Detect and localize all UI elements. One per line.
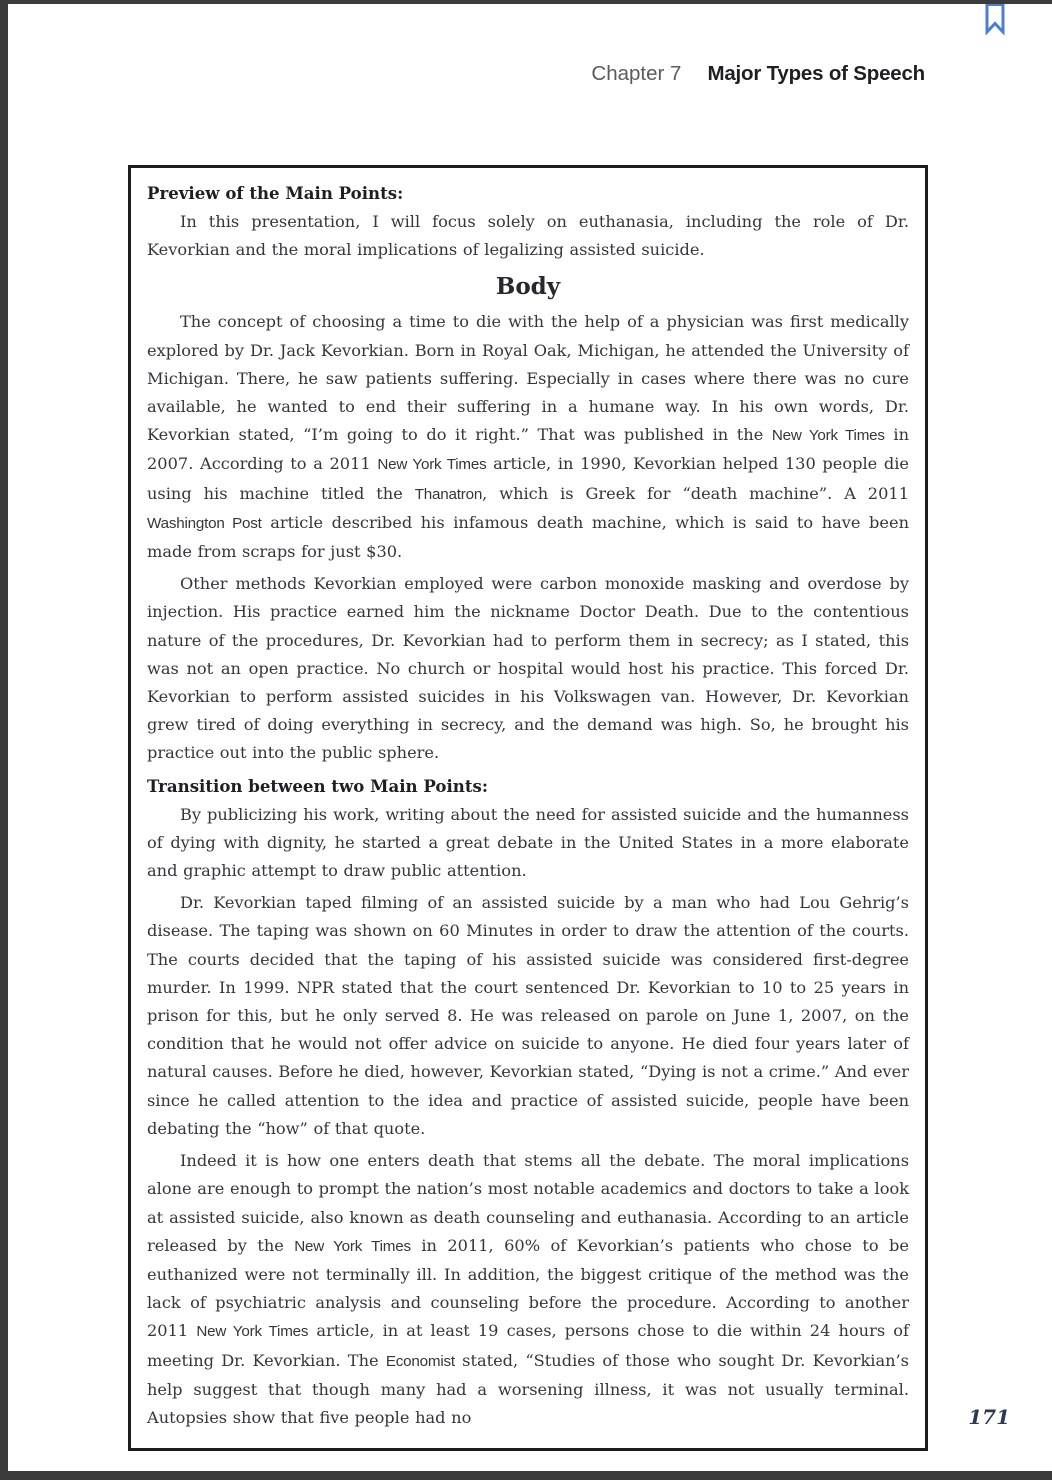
publication-name: Economist [385, 1352, 455, 1370]
body-text: , which is Greek for “death machine”. A 2011 [482, 483, 910, 503]
publication-name: New York Times [377, 456, 487, 474]
publication-name: New York Times [196, 1323, 309, 1341]
paragraph [147, 1147, 909, 1432]
body-text: Indeed it is how one enters death that stems all the debate. The moral implications alone are enough to prompt the nation’s most notable academics and doctors to take a look at assisted suicide, also known as death counseling and euthanasia. According to an article released by the [147, 1151, 909, 1255]
publication-name: New York Times [771, 427, 885, 445]
body-text: article, in at least 19 cases, persons chose to die within 24 hours of meeting Dr. Kevorkian. The [147, 1321, 909, 1370]
chapter-number: Chapter 7 [591, 62, 682, 85]
body-text: The concept of choosing a time to die with the help of a physician was first medically explored by Dr. Jack Kevorkian. Born in Royal Oak, Michigan, he attended the University of Michigan. There, he saw patients suffering. Especially in cases where there was no cure available, he wanted to end their suffering in a humane way. In his own words, Dr. Kevorkian stated, “I’m going to do it right.” That was published in the [147, 312, 909, 445]
body-text: Other methods Kevorkian employed were carbon monoxide masking and overdose by injection. His practice earned him the nickname Doctor Death. Due to the contentious nature of the procedures, Dr. Kevorkian had to perform them in secrecy; as I stated, this was not an open practice. No church or hospital would host his practice. This forced Dr. Kevorkian to perform assisted suicides in his Volkswagen van. However, Dr. Kevorkian grew tired of doing everything in secrecy, and the demand was high. So, he brought his practice out into the public sphere. [147, 574, 909, 763]
body-text: article described his infamous death machine, which is said to have been made from scraps for just $30. [147, 512, 909, 562]
paragraph [147, 889, 909, 1143]
paragraph [147, 208, 909, 264]
page-number: 171 [968, 1405, 1010, 1429]
body-text: stated, “Studies of those who sought Dr. Kevorkian’s help suggest that though many had a worsening illness, it was not usually terminal. Autopsies show that five people had no [147, 1350, 909, 1427]
paragraph [147, 308, 909, 566]
publication-name: New York Times [294, 1237, 411, 1255]
publication-name: Thanatron [414, 485, 483, 503]
body-text: article, in 1990, Kevorkian helped 130 people die using his machine titled the [147, 454, 909, 503]
paragraph [147, 570, 909, 767]
bookmark-icon[interactable] [983, 3, 1007, 35]
speech-outline-box [128, 165, 928, 1451]
body-text: in 2007. According to a 2011 [147, 425, 909, 474]
paragraph [147, 801, 909, 886]
body-text: in 2011, 60% of Kevorkian’s patients who chose to be euthanized were not terminally ill. In addition, the biggest critique of the method was the lack of psychiatric analysis and counseling before the procedure. According to another 2011 [147, 1235, 909, 1341]
viewer-edge-left [0, 0, 8, 1480]
section-heading: Body [495, 273, 561, 301]
viewer-edge-bottom [0, 1471, 1052, 1480]
chapter-title: Major Types of Speech [707, 62, 925, 85]
body-text: In this presentation, I will focus solely on euthanasia, including the role of Dr. Kevorkian and the moral implications of legalizing assisted suicide. [147, 212, 909, 260]
section-label: Transition between two Main Points: [147, 775, 488, 796]
viewer-edge-top [0, 0, 1052, 4]
page-header [591, 62, 925, 86]
section-label: Preview of the Main Points: [147, 183, 404, 203]
body-text: By publicizing his work, writing about the need for assisted suicide and the humanness of dying with dignity, he started a great debate in the United States in a more elaborate and graphic attempt to draw public attention. [147, 804, 909, 881]
body-text: Dr. Kevorkian taped filming of an assisted suicide by a man who had Lou Gehrig’s disease. The taping was shown on 60 Minutes in order to draw the attention of the courts. The courts decided that the taping of his assisted suicide was considered first-degree murder. In 1999. NPR stated that the court sentenced Dr. Kevorkian to 10 to 25 years in prison for this, but he only served 8. He was released on parole on June 1, 2007, on the condition that he would not offer advice on suicide to anyone. He died four years later of natural causes. Before he died, however, Kevorkian stated, “Dying is not a crime.” And ever since he called attention to the idea and practice of assisted suicide, people have been debating the “how” of that quote. [147, 893, 909, 1138]
publication-name: Washington Post [147, 514, 262, 532]
speech-blocks [147, 179, 909, 1432]
